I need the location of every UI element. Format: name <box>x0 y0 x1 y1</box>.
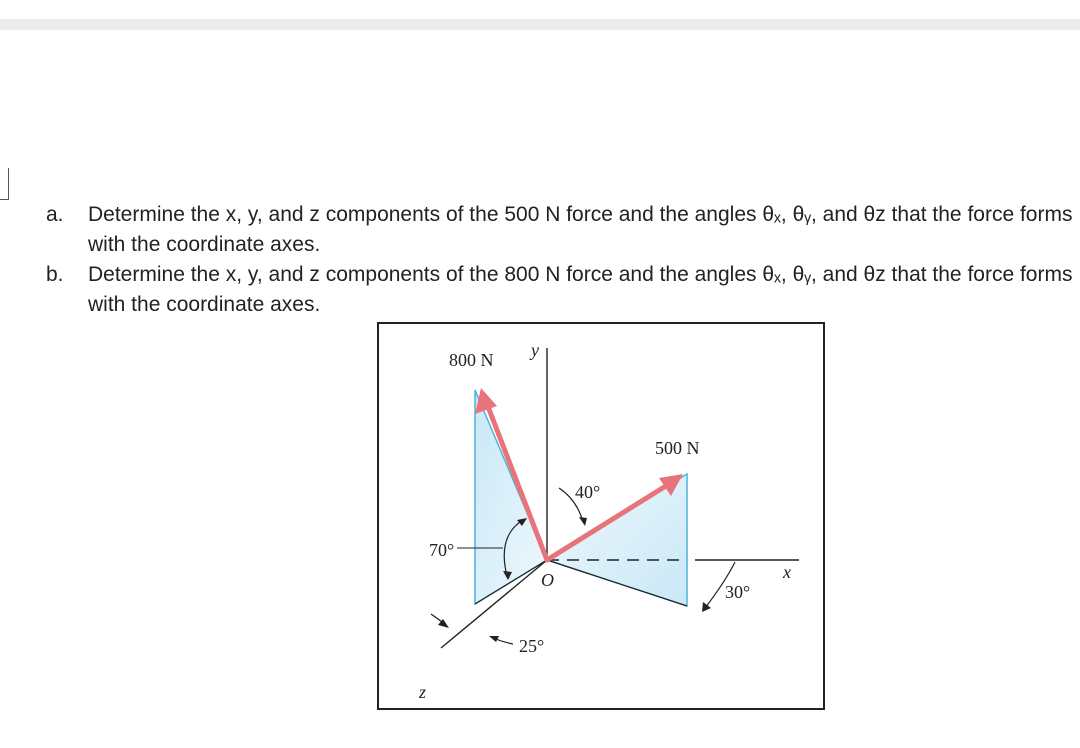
problem-item-b <box>46 260 1076 320</box>
label-axis-z: z <box>419 682 427 702</box>
label-angle-70: 70° <box>429 540 455 560</box>
angle-arc-30-head <box>702 602 711 612</box>
label-angle-40: 40° <box>575 482 601 502</box>
plane-500 <box>547 474 687 606</box>
force-figure <box>377 322 825 710</box>
label-500-n: 500 N <box>655 438 700 458</box>
label-800-n: 800 N <box>449 350 494 370</box>
top-toolbar-strip <box>0 19 1080 30</box>
angle-arc-40-head <box>579 517 587 526</box>
label-origin: O <box>541 570 554 590</box>
angle-arc-25-head <box>489 636 499 642</box>
problem-marker: a. <box>46 203 64 226</box>
problem-marker: b. <box>46 263 64 286</box>
label-axis-y: y <box>531 340 539 360</box>
label-axis-x: x <box>783 562 791 582</box>
label-angle-30: 30° <box>725 582 751 602</box>
problem-list <box>46 200 1076 320</box>
problem-text: Determine the x, y, and z components of the 500 N force and the angles θₓ, θᵧ, and θz that the force forms with the coordinate axes. <box>88 203 1073 256</box>
force-800-arrowhead <box>475 388 497 414</box>
text-cursor-mark <box>0 168 9 200</box>
force-diagram <box>379 324 823 708</box>
label-angle-25: 25° <box>519 636 545 656</box>
problem-item-a <box>46 200 1076 260</box>
problem-text: Determine the x, y, and z components of the 800 N force and the angles θₓ, θᵧ, and θz that the force forms with the coordinate axes. <box>88 263 1073 316</box>
